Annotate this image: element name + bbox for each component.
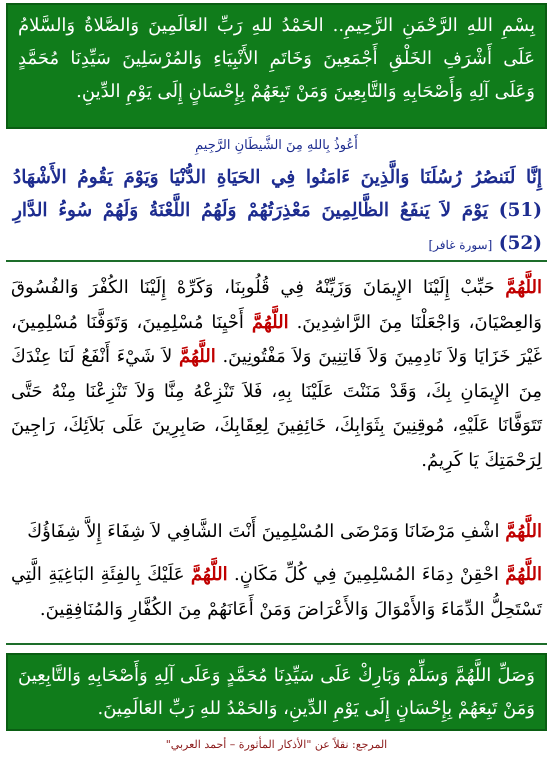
divider <box>6 643 547 645</box>
closing-box <box>6 653 547 731</box>
taawudh: أَعُوذُ بِاللهِ مِنَ الشَّيطَانِ الرَّجِيمِ <box>195 138 358 153</box>
quran-verse <box>13 161 542 262</box>
allahumma-label: اللَّهُمَّ <box>251 311 289 333</box>
dua-block-3 <box>11 558 542 627</box>
dua-1-part-1: حَبِّبْ إِلَيْنَا الإِيمَانَ وَزَيِّنْهُ فِي قُلُوبِنَا، وَكَرِّهْ إِلَيْنَا الكُفْرَ وَالفُسُوقَ وَالعِصْيَانَ، وَاجْعَلْنَا مِنَ الرَّاشِدِينَ. <box>11 277 542 333</box>
dua-3-part-2: عَلَيْكَ بِالفِئَةِ البَاغِيَةِ الَّتِي تَسْتَحِلُّ الدِّمَاءَ وَالأَمْوَالَ وَالأَعْرَاضَ وَمَنْ أَعَانَهُمْ مِنَ الكُفَّارِ وَالمُنَافِقِينَ. <box>11 564 542 620</box>
opening-box <box>6 3 547 129</box>
allahumma-label: اللَّهُمَّ <box>190 564 228 585</box>
dua-block-2 <box>11 515 542 550</box>
dua-block-1 <box>11 271 542 478</box>
allahumma-label: اللَّهُمَّ <box>505 564 542 585</box>
divider <box>6 260 547 262</box>
closing-text: وَصَلِّ اللَّهُمَّ وَسَلِّمْ وَبَارِكْ عَلَى سَيِّدِنَا مُحَمَّدٍ وَعَلَى آلِهِ وَأَصْحَابِهِ وَالتَّابِعِينَ وَمَنْ تَبِعَهُمْ بِإِحْسَانٍ إِلَى يَوْمِ الدِّينِ، وَالحَمْدُ للهِ رَبِّ العَالَمِينَ. <box>18 665 535 719</box>
page <box>3 3 550 758</box>
verse-text: إِنَّا لَنَنصُرُ رُسُلَنَا وَالَّذِينَ ءَامَنُوا فِي الحَيَاةِ الدُّنْيَا وَيَوْمَ يَقُومُ الأَشْهَادُ (51) يَوْمَ لاَ يَنفَعُ الظَّالِمِينَ مَعْذِرَتُهُمْ وَلَهُمُ اللَّعْنَةُ وَلَهُمْ سُوءُ الدَّارِ (52) <box>13 167 542 254</box>
dua-2-text: اشْفِ مَرْضَانَا وَمَرْضَى المُسْلِمِينَ أَنْتَ الشَّافِي لاَ شِفَاءَ إِلاَّ شِفَاؤُكَ <box>27 521 500 542</box>
allahumma-label: اللَّهُمَّ <box>505 521 542 542</box>
dua-1-part-3: لاَ شَيْءَ أَنْفَعُ لَنَا عِنْدَكَ مِنَ الإِيمَانِ بِكَ، وَقَدْ مَنَنْتَ عَلَيْنَا بِهِ، فَلاَ تَنْزِعْهُ مِنَّا وَلاَ تَنْزِعْنَا مِنْهُ حَتَّى تَتَوَفَّانَا عَلَيْهِ، مُوقِنِينَ بِثَوَابِكَ، خَائِفِينَ لِعِقَابِكَ، صَابِرِينَ عَلَى بَلاَئِكَ، رَاجِينَ لِرَحْمَتِكَ يَا كَرِيمُ. <box>11 346 542 471</box>
dua-3-part-1: احْقِنْ دِمَاءَ المُسْلِمِينَ فِي كُلِّ مَكَانٍ. <box>234 564 499 585</box>
allahumma-label: اللَّهُمَّ <box>178 346 216 367</box>
opening-text: بِسْمِ اللهِ الرَّحْمَنِ الرَّحِيمِ.. الحَمْدُ للهِ رَبِّ العَالَمِينَ وَالصَّلاةُ وَالسَّلامُ عَلَى أَشْرَفِ الخَلْقِ أَجْمَعِينَ وَخَاتَمِ الأَنْبِيَاءِ وَالمُرْسَلِينَ سَيِّدِنَا مُحَمَّدٍ وَعَلَى آلِهِ وَأَصْحَابِهِ وَالتَّابِعِينَ وَمَنْ تَبِعَهُمْ بِإِحْسَانٍ إِلَى يَوْمِ الدِّينِ. <box>18 15 535 102</box>
dua-1-part-2: أَحْيِنَا مُسْلِمِينَ، وَتَوَفَّنَا مُسْلِمِينَ، غَيْرَ خَزَايَا وَلاَ نَادِمِينَ وَلاَ فَاتِنِينَ وَلاَ مَفْتُونِينَ. <box>11 311 542 367</box>
allahumma-label: اللَّهُمَّ <box>505 277 542 298</box>
verse-reference: [سورة غافر] <box>428 238 493 252</box>
source-reference: المرجع: نقلاً عن "الأذكار المأثورة – أحمد العربي" <box>165 738 388 751</box>
